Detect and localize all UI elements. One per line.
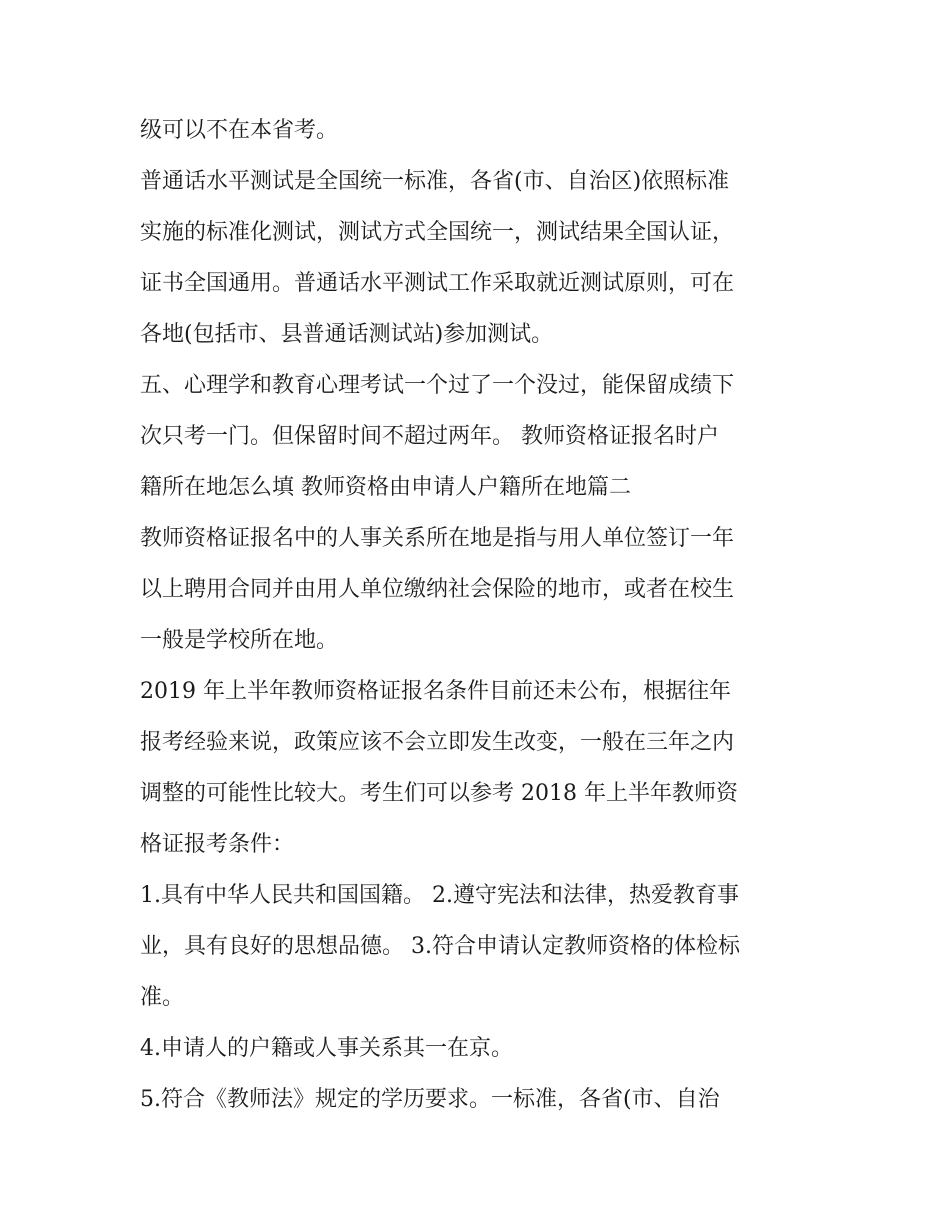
text-line: 各地(包括市、县普通话测试站)参加测试。 [140,322,554,347]
text-line: 4.申请人的户籍或人事关系其一在京。 [140,1036,513,1061]
text-line: 实施的标准化测试，测试方式全国统一，测试结果全国认证， [140,220,735,245]
text-line: 5.符合《教师法》规定的学历要求。一标准，各省(市、自治 [140,1087,720,1112]
text-line: 一般是学校所在地。 [140,628,339,653]
text-line: 1.具有中华人民共和国国籍。 2.遵守宪法和法律，热爱教育事 [140,883,739,908]
text-line: 以上聘用合同并由用人单位缴纳社会保险的地市，或者在校生 [140,577,735,602]
text-line: 普通话水平测试是全国统一标准，各省(市、自治区)依照标准 [140,169,730,194]
text-line: 调整的可能性比较大。考生们可以参考 2018 年上半年教师资 [140,781,738,806]
document-body [140,105,830,1125]
text-line: 2019 年上半年教师资格证报名条件目前还未公布，根据往年 [140,679,731,704]
text-line: 证书全国通用。普通话水平测试工作采取就近测试原则，可在 [140,271,735,296]
text-line: 级可以不在本省考。 [140,118,339,143]
text-line: 格证报考条件： [140,832,295,857]
text-line: 五、心理学和教育心理考试一个过了一个没过，能保留成绩下 [140,373,735,398]
text-line: 次只考一门。但保留时间不超过两年。 教师资格证报名时户 [140,424,719,449]
text-line: 籍所在地怎么填 教师资格由申请人户籍所在地篇二 [140,475,631,500]
text-line: 准。 [140,985,185,1010]
text-line: 报考经验来说，政策应该不会立即发生改变，一般在三年之内 [140,730,735,755]
text-line: 业，具有良好的思想品德。 3.符合申请认定教师资格的体检标 [140,934,740,959]
text-line: 教师资格证报名中的人事关系所在地是指与用人单位签订一年 [140,526,735,551]
